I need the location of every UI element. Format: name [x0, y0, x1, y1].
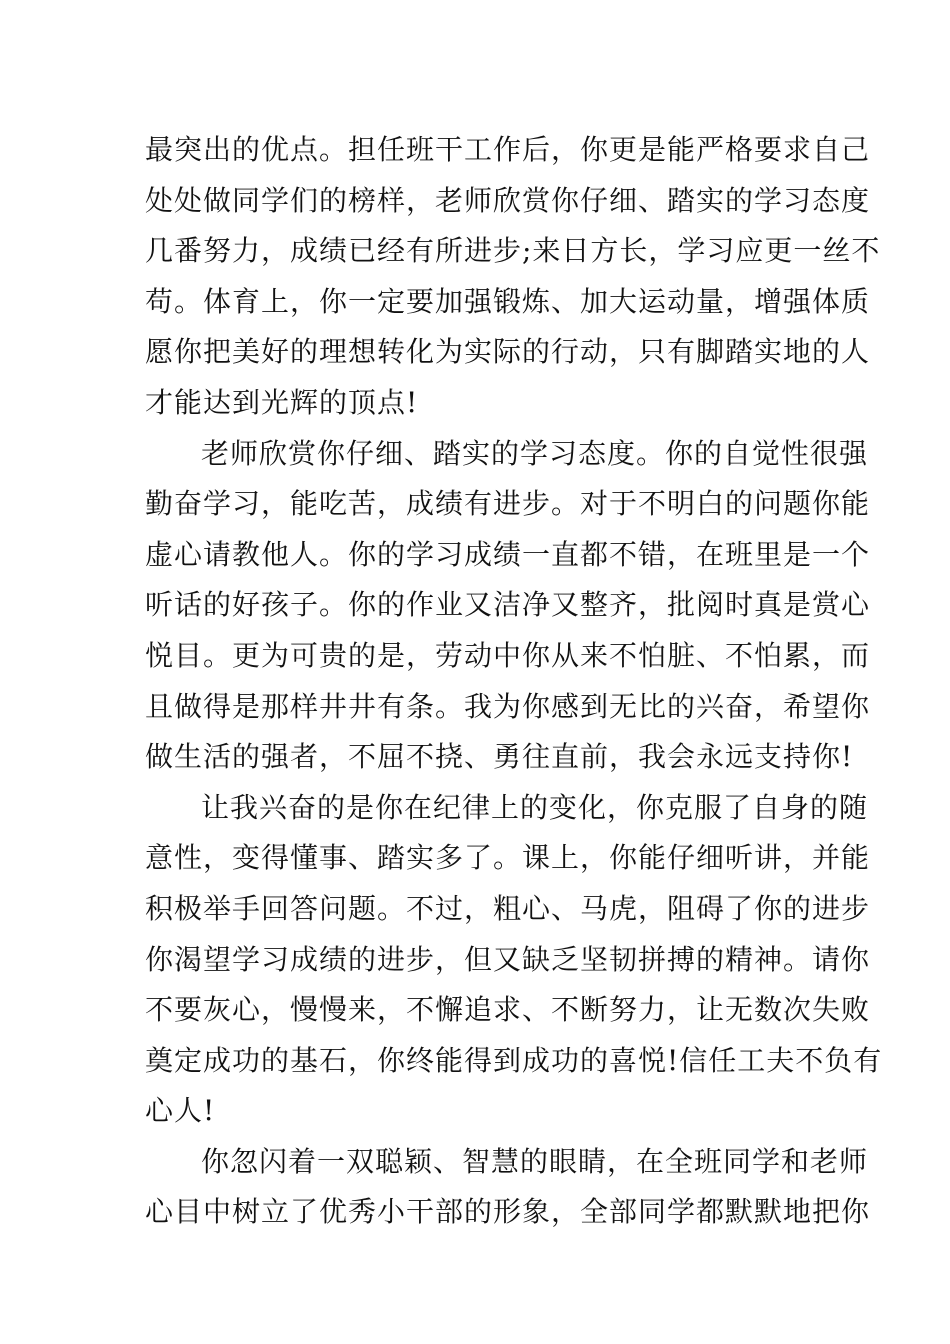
text-line: 才能达到光辉的顶点! [145, 385, 419, 419]
text-line: 做生活的强者，不屈不挠、勇往直前，我会永远支持你! [145, 740, 854, 774]
text-line: 奠定成功的基石，你终能得到成功的喜悦!信任工夫不负有 [145, 1043, 883, 1077]
text-line: 积极举手回答问题。不过，粗心、马虎，阻碍了你的进步 [145, 891, 871, 925]
text-line: 虚心请教他人。你的学习成绩一直都不错，在班里是一个 [145, 537, 871, 571]
text-line: 心人! [145, 1094, 216, 1128]
document-body [145, 125, 883, 1238]
text-line: 勤奋学习，能吃苦，成绩有进步。对于不明白的问题你能 [145, 487, 871, 521]
text-line: 不要灰心，慢慢来，不懈追求、不断努力，让无数次失败 [145, 993, 871, 1027]
paragraph-2 [145, 429, 871, 783]
text-line: 最突出的优点。担任班干工作后，你更是能严格要求自己 [145, 133, 871, 166]
text-line: 且做得是那样井井有条。我为你感到无比的兴奋，希望你 [145, 689, 871, 723]
text-line: 意性，变得懂事、踏实多了。课上，你能仔细听讲，并能 [145, 841, 871, 875]
text-line: 心目中树立了优秀小干部的形象，全部同学都默默地把你 [145, 1195, 871, 1229]
text-line: 听话的好孩子。你的作业又洁净又整齐，批阅时真是赏心 [145, 588, 871, 622]
text-line: 老师欣赏你仔细、踏实的学习态度。你的自觉性很强 [201, 436, 869, 470]
text-line: 几番努力，成绩已经有所进步;来日方长，学习应更一丝不 [145, 234, 881, 268]
text-line: 愿你把美好的理想转化为实际的行动，只有脚踏实地的人 [145, 335, 871, 369]
paragraph-4 [145, 1137, 871, 1238]
paragraph-1 [145, 125, 881, 429]
text-line: 让我兴奋的是你在纪律上的变化，你克服了自身的随 [201, 790, 869, 824]
text-line: 处处做同学们的榜样，老师欣赏你仔细、踏实的学习态度 [145, 183, 871, 217]
text-line: 你忽闪着一双聪颖、智慧的眼睛，在全班同学和老师 [201, 1144, 869, 1178]
text-line: 苟。体育上，你一定要加强锻炼、加大运动量，增强体质 [145, 284, 871, 318]
text-line: 悦目。更为可贵的是，劳动中你从来不怕脏、不怕累，而 [145, 638, 871, 672]
text-line: 你渴望学习成绩的进步，但又缺乏坚韧拼搏的精神。请你 [145, 942, 871, 976]
paragraph-3 [145, 783, 883, 1137]
